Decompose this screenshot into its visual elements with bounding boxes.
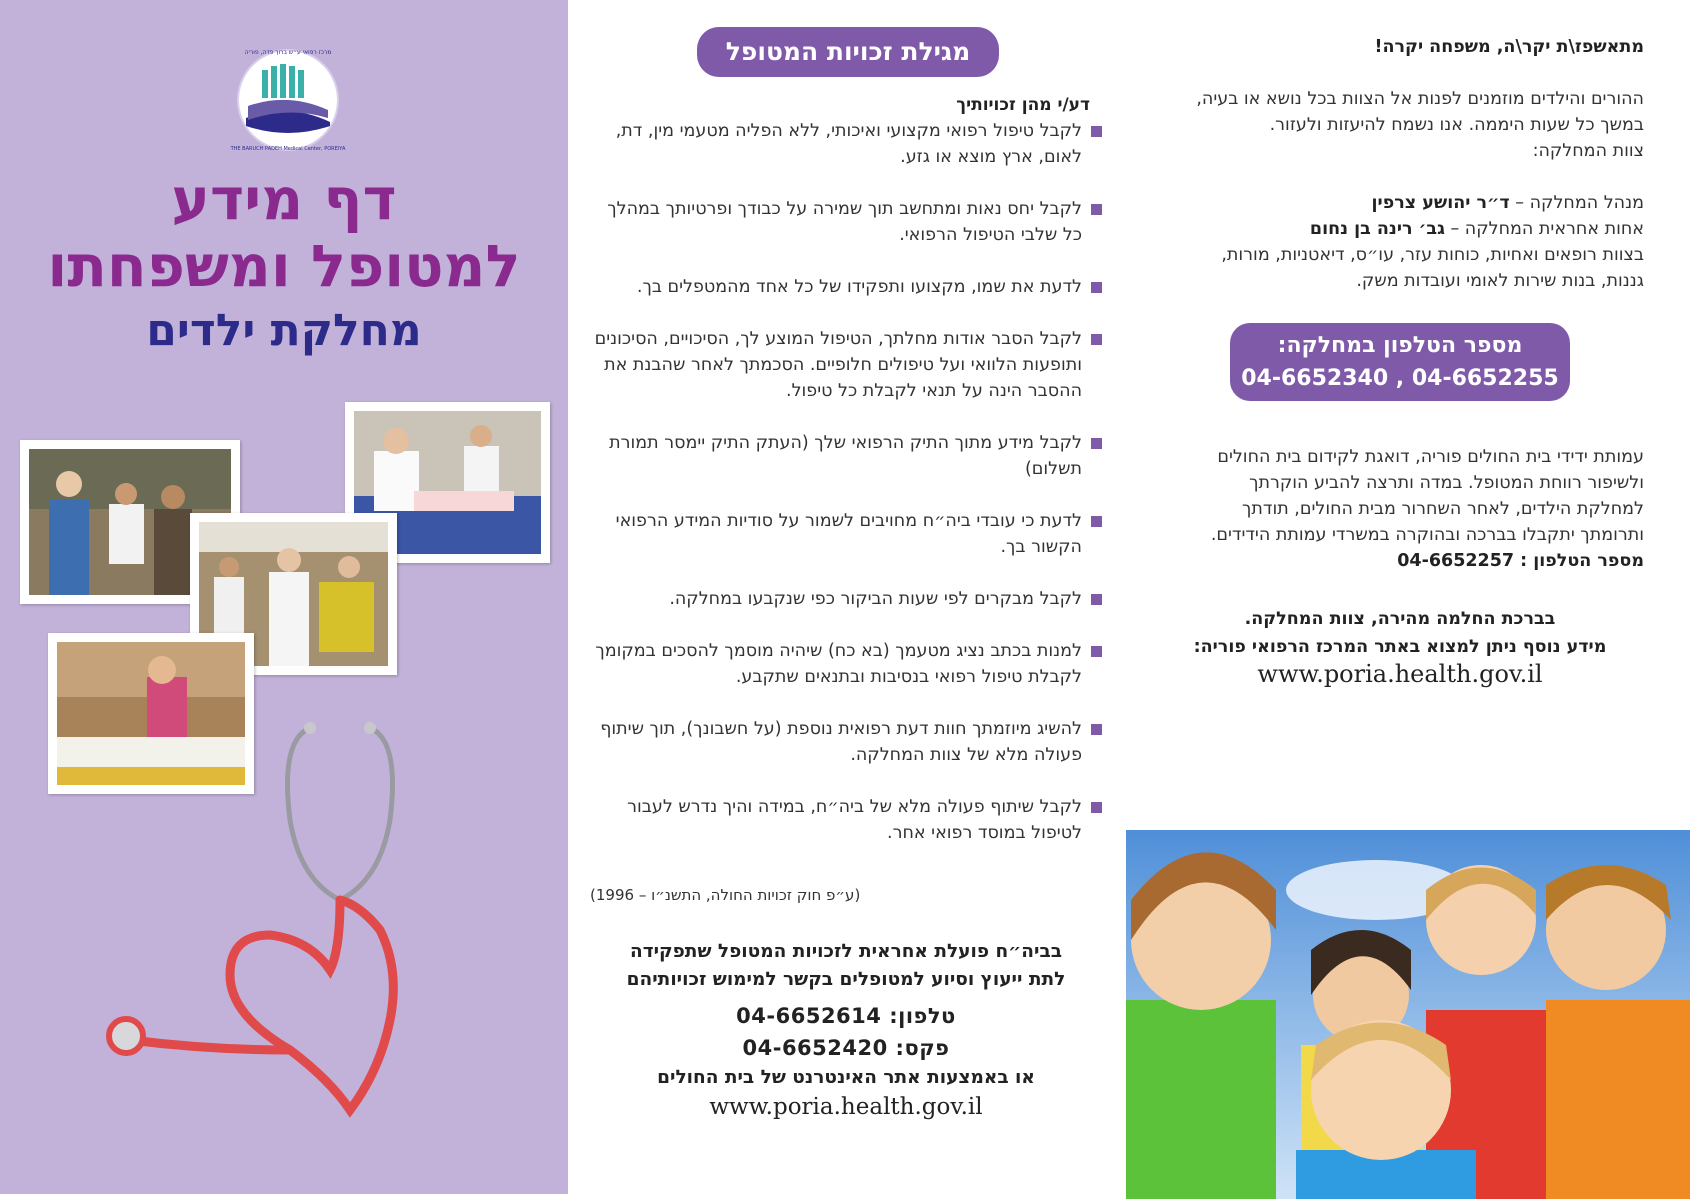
greeting: מתאשפז\ת יקר\ה, משפחה יקרה! (1374, 37, 1644, 57)
list-item: לקבל מבקרים לפי שעות הביקור כפי שנקבעו במחלקה. (590, 586, 1102, 612)
hospital-url[interactable]: www.poria.health.gov.il (709, 1094, 983, 1120)
list-item: להשיג מיוזמתך חוות דעת רפואית נוספת (על חשבונך), תוך שיתוף פעולה מלא של צוות המחלקה. (590, 716, 1102, 768)
nurse-name: גב׳ רינה בן נחום (1309, 219, 1445, 239)
wish-line: בברכת החלמה מהירה, צוות המחלקה. (1244, 609, 1556, 629)
law-note: (ע״פ חוק זכויות החולה, התשנ״ו – 1996) (590, 886, 861, 904)
rights-heading: מגילת זכויות המטופל (697, 27, 999, 77)
list-item: לקבל הסבר אודות מחלתך, הטיפול המוצע לך, הסיכויים, הסיכונים ותופעות הלוואי ועל טיפולים חלופיים. הסכמתך לאחר שהבנת את ההסבר הינה על תנאי לקבלת כל טיפול. (590, 326, 1102, 404)
dept-phone-box (1230, 323, 1570, 401)
hospital-logo (228, 40, 348, 160)
cover-title-line1: דף מידע (171, 165, 397, 233)
intro-line: ההורים והילדים מוזמנים לפנות אל הצוות בכל נושא או בעיה, (1196, 89, 1644, 109)
staff-line: בצוות רופאים ואחיות, כוחות עזר, עו״ס, דיאטניות, מורות, (1221, 245, 1644, 265)
office-fax: פקס: 04-6652420 (742, 1036, 950, 1060)
intro-block (1144, 86, 1644, 164)
staff-block (1144, 190, 1644, 294)
more-info-line: מידע נוסף ניתן למצוא באתר המרכז הרפואי פוריה: (1193, 637, 1607, 657)
staff-line: גננות, בנות שירות לאומי ועובדות משק. (1356, 271, 1644, 291)
office-line1: בביה״ח פועלת אחראית לזכויות המטופל שתפקידה (629, 941, 1063, 962)
friends-line: ולשיפור רווחת המטופל. במדה ותרצה להביע הוקרתך (1249, 473, 1644, 493)
rights-list (590, 118, 1102, 872)
office-line2: לתת ייעוץ וסיוע למטופלים בקשר למימוש זכויותיהם (626, 969, 1066, 990)
dept-phone-numbers: 04-6652340 , 04-6652255 (1241, 366, 1559, 391)
rights-intro: דע/י מהן זכויותיך (956, 95, 1090, 115)
stethoscope-heart-icon (90, 720, 470, 1120)
logo-text-en: THE BARUCH PADEH Medical Center, POREIYA (230, 146, 346, 152)
logo-text: מרכז רפואי ע״ש ברוך פדה, פוריה (244, 49, 332, 56)
intro-line: במשך כל שעות היממה. אנו נשמח להיעזות ולעזור. (1269, 115, 1644, 135)
friends-line: עמותת ידידי בית החולים פוריה, דואגת לקידום בית החולים (1217, 447, 1644, 467)
dept-phone-title: מספר הטלפון במחלקה: (1277, 333, 1523, 358)
office-web-text: או באמצעות אתר האינטרנט של בית החולים (657, 1067, 1035, 1088)
manager-label: מנהל המחלקה – (1515, 193, 1644, 213)
list-item: למנות בכתב נציג מטעמך (בא כח) שיהיה מוסמך להסכים במקומך לקבלת טיפול רפואי בנסיבות ובתנאים שתקבע. (590, 638, 1102, 690)
list-item: לקבל מידע מתוך התיק הרפואי שלך (העתק התיק יימסר תמורת תשלום) (590, 430, 1102, 482)
office-phone: טלפון: 04-6652614 (736, 1004, 956, 1028)
cover-panel (0, 0, 568, 1194)
intro-line: צוות המחלקה: (1532, 141, 1644, 161)
wishes-block (1150, 605, 1650, 661)
cover-title-line2: למטופל ומשפחתו (47, 232, 521, 300)
list-item: לדעת את שמו, מקצועו ותפקידו של כל אחד מהמטפלים בך. (590, 274, 1102, 300)
rights-office-block (590, 938, 1102, 1120)
friends-block (1144, 444, 1644, 574)
kids-photo (1126, 830, 1690, 1199)
list-item: לקבל יחס נאות ומתחשב תוך שמירה על כבודך ופרטיותך במהלך כל שלבי הטיפול הרפואי. (590, 196, 1102, 248)
manager-name: ד״ר יהושע צרפין (1371, 193, 1510, 213)
nurse-label: אחות אחראית המחלקה – (1450, 219, 1644, 239)
friends-line: למחלקת הילדים, לאחר השחרור מבית החולים, תודתך (1242, 499, 1644, 519)
list-item: לדעת כי עובדי ביה״ח מחויבים לשמור על סודיות המידע הרפואי הקשור בך. (590, 508, 1102, 560)
info-url[interactable]: www.poria.health.gov.il (1257, 660, 1543, 688)
list-item: לקבל שיתוף פעולה מלא של ביה״ח, במידה והיך נדרש לעבור לטיפול במוסד רפואי אחר. (590, 794, 1102, 846)
cover-subtitle: מחלקת ילדים (146, 305, 422, 356)
friends-phone: מספר הטלפון : 04-6652257 (1397, 551, 1644, 571)
list-item: לקבל טיפול רפואי מקצועי ואיכותי, ללא הפליה מטעמי מין, דת, לאום, ארץ מוצא או גזע. (590, 118, 1102, 170)
friends-line: ותרומתך יתקבלו בברכה ובהוקרה במשרדי עמותת הידידים. (1210, 525, 1644, 545)
